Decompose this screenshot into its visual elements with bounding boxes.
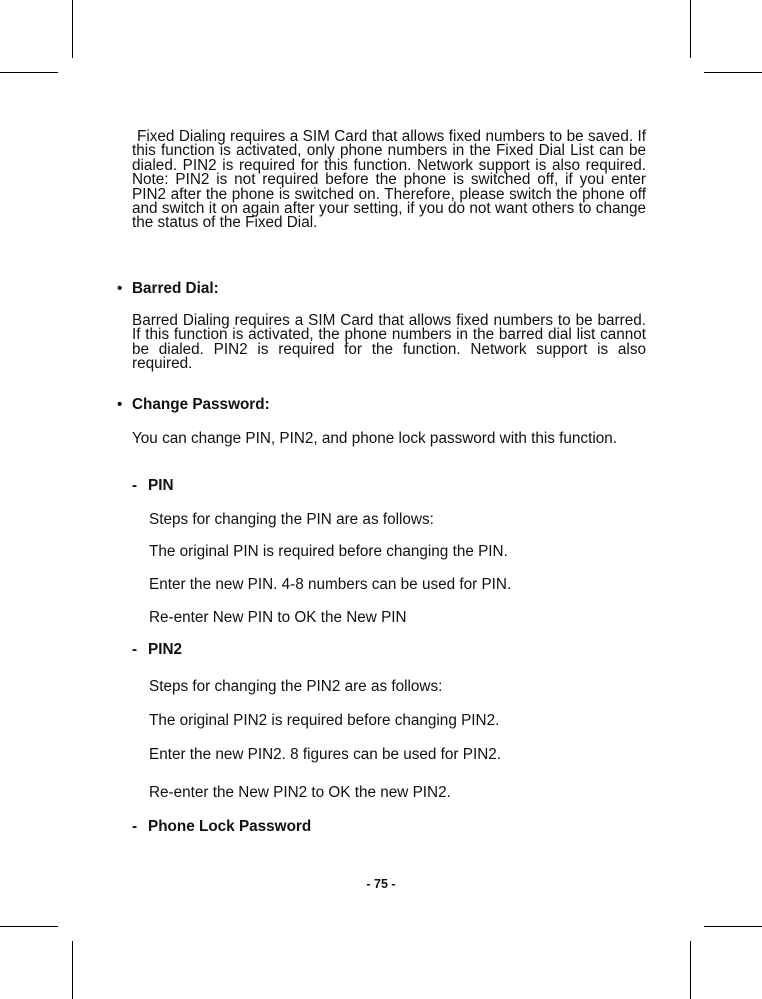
dash-marker: - bbox=[132, 477, 138, 494]
pin-step-1: Steps for changing the PIN are as follows: bbox=[149, 511, 434, 528]
pin-step-2: The original PIN is required before changing the PIN. bbox=[149, 543, 508, 560]
phone-lock-heading bbox=[132, 819, 311, 835]
fixed-dial-text: Fixed Dialing requires a SIM Card that allows fixed numbers to be saved. If this function is activated, only phone numbers in the Fixed Dial List can be dialed. PIN2 is required for this function. Network support is also required. Note: PIN2 is not required before the phone is switched off, if you enter PIN2 after the phone is switched on. Therefore, please switch the phone off and switch it on again after your setting, if you do not want others to change the status of the Fixed Dial. bbox=[132, 128, 646, 232]
dash-marker: - bbox=[132, 641, 138, 658]
pin-heading bbox=[132, 478, 174, 494]
fixed-dial-description bbox=[132, 130, 646, 231]
change-password-text: You can change PIN, PIN2, and phone lock password with this function. bbox=[132, 430, 617, 447]
pin-heading-label: PIN bbox=[148, 477, 174, 494]
pin2-step-4: Re-enter the New PIN2 to OK the new PIN2. bbox=[149, 784, 451, 801]
bullet-icon: • bbox=[117, 280, 123, 297]
crop-mark-bottom-left-horizontal bbox=[0, 926, 58, 927]
crop-mark-top-right-horizontal bbox=[704, 72, 762, 73]
page-number: - 75 - bbox=[366, 877, 396, 891]
pin2-step-1: Steps for changing the PIN2 are as follows: bbox=[149, 678, 443, 695]
crop-mark-top-left-horizontal bbox=[0, 72, 58, 73]
change-password-heading-label: Change Password: bbox=[132, 396, 270, 413]
pin2-heading bbox=[132, 642, 182, 658]
pin2-step-3: Enter the new PIN2. 8 figures can be used for PIN2. bbox=[149, 746, 502, 763]
pin2-step-2: The original PIN2 is required before changing PIN2. bbox=[149, 712, 500, 729]
barred-dial-text: Barred Dialing requires a SIM Card that allows fixed numbers to be barred. If this function is activated, the phone numbers in the barred dial list cannot be dialed. PIN2 is required for the function. Network support is also required. bbox=[132, 312, 646, 373]
crop-mark-top-right-vertical bbox=[690, 0, 691, 58]
pin-step-3: Enter the new PIN. 4-8 numbers can be used for PIN. bbox=[149, 576, 512, 593]
change-password-description bbox=[132, 431, 646, 446]
barred-dial-heading bbox=[117, 281, 219, 297]
crop-mark-bottom-right-vertical bbox=[690, 941, 691, 999]
bullet-icon: • bbox=[117, 396, 123, 413]
dash-marker: - bbox=[132, 818, 138, 835]
crop-mark-bottom-right-horizontal bbox=[704, 926, 762, 927]
barred-dial-heading-label: Barred Dial: bbox=[132, 280, 219, 297]
change-password-heading bbox=[117, 397, 270, 413]
barred-dial-description bbox=[132, 314, 646, 372]
pin2-heading-label: PIN2 bbox=[148, 641, 183, 658]
crop-mark-top-left-vertical bbox=[72, 0, 73, 58]
pin-step-4: Re-enter New PIN to OK the New PIN bbox=[149, 609, 407, 626]
phone-lock-heading-label: Phone Lock Password bbox=[148, 818, 312, 835]
crop-mark-bottom-left-vertical bbox=[72, 941, 73, 999]
